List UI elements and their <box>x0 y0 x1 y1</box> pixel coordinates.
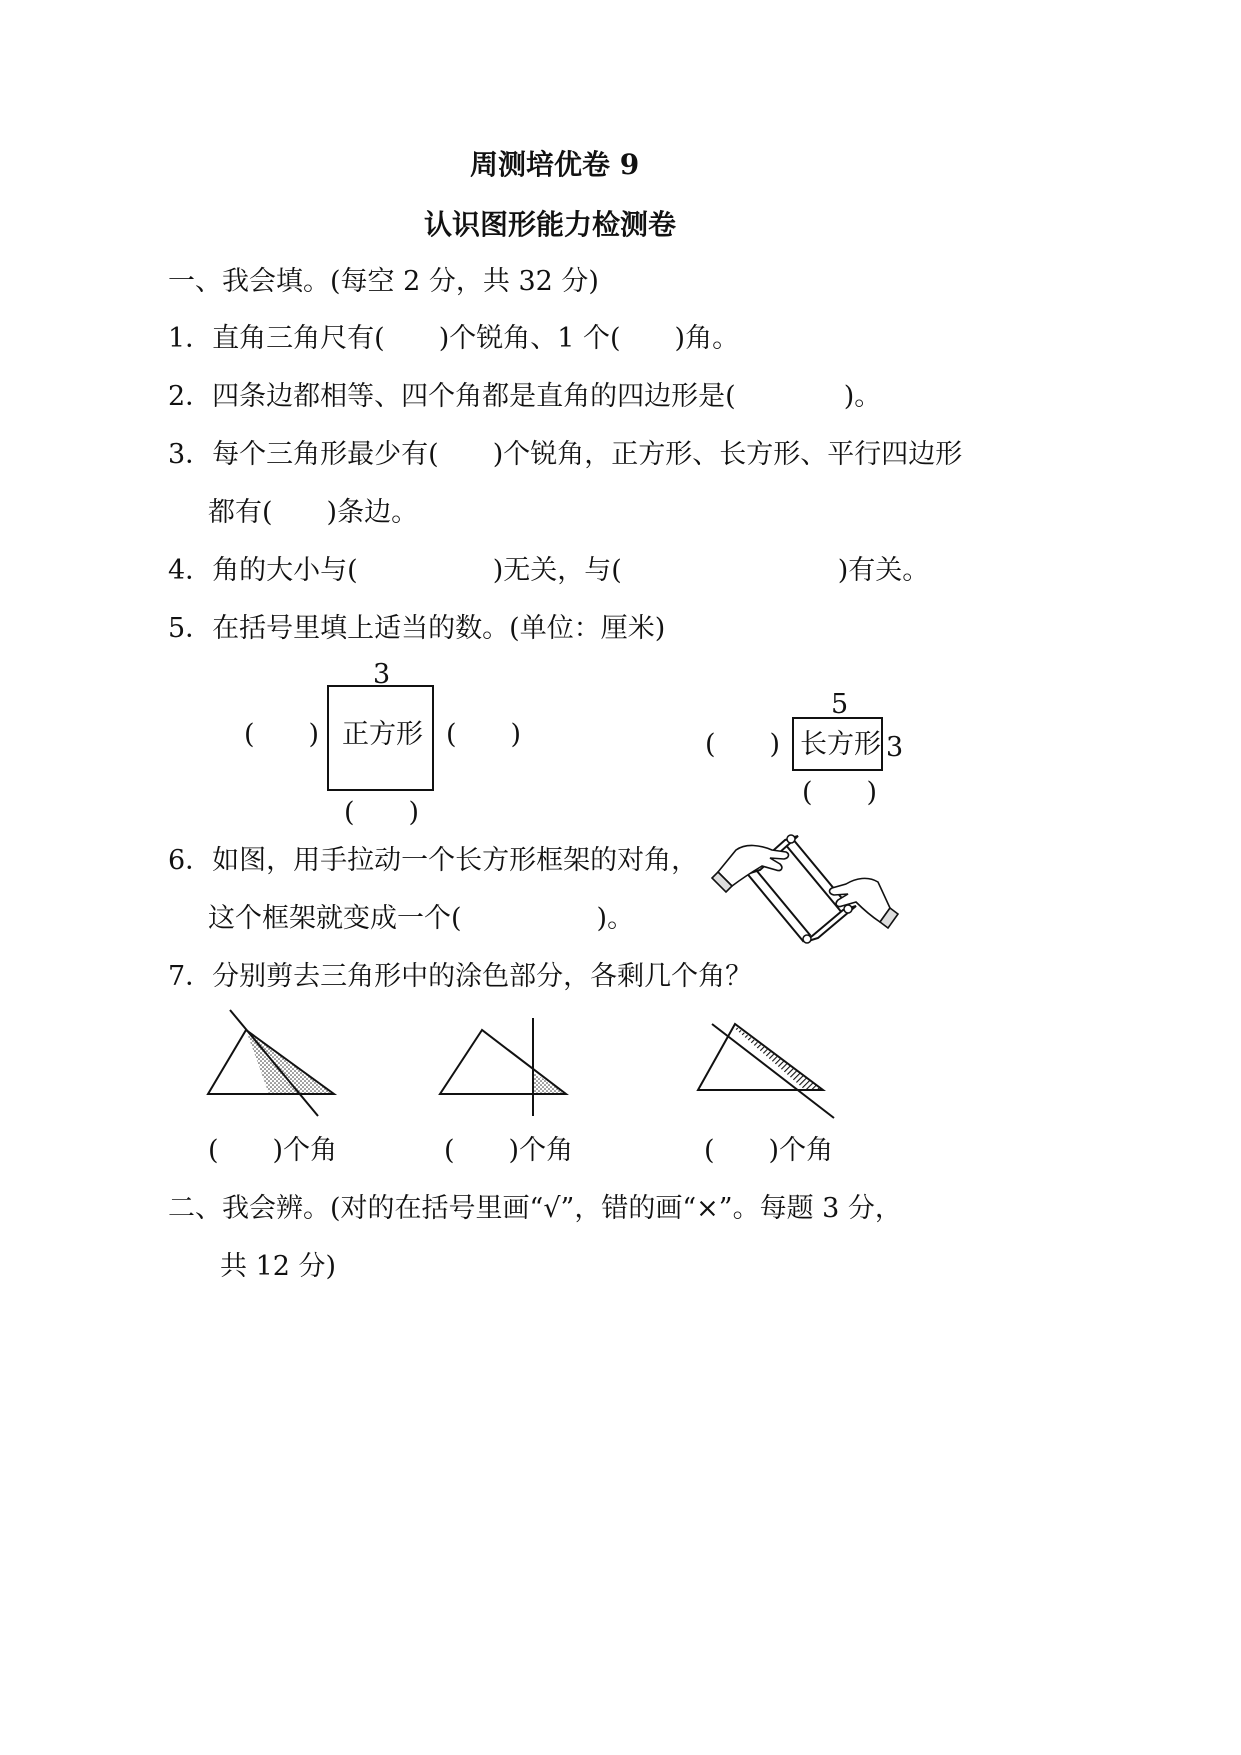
page-subtitle: 认识图形能力检测卷 <box>424 208 677 241</box>
square-bottom-blank[interactable]: ( ) <box>344 797 420 828</box>
rectangle-bottom-blank[interactable]: ( ) <box>802 777 878 808</box>
square-label: 正方形 <box>342 719 423 750</box>
question-5: 5．在括号里填上适当的数。(单位：厘米) <box>168 613 666 644</box>
rectangle-right-value: 3 <box>886 732 904 763</box>
question-1: 1．直角三角尺有( )个锐角、1 个( )角。 <box>168 323 740 354</box>
question-6-line-2: 这个框架就变成一个( )。 <box>208 903 635 934</box>
question-3-line-1: 3．每个三角形最少有( )个锐角，正方形、长方形、平行四边形 <box>168 439 963 470</box>
question-3-line-2: 都有( )条边。 <box>208 497 419 528</box>
square-left-blank[interactable]: ( ) <box>244 719 320 750</box>
section-2-heading-line-2: 共 12 分) <box>220 1251 337 1282</box>
question-4: 4．角的大小与( )无关，与( )有关。 <box>168 555 930 586</box>
section-1-heading: 一、我会填。(每空 2 分，共 32 分) <box>168 266 599 297</box>
triangle-1-answer[interactable]: ( )个角 <box>208 1135 338 1166</box>
rectangle-top-value: 5 <box>831 689 849 720</box>
square-top-value: 3 <box>373 659 391 690</box>
triangle-2-answer[interactable]: ( )个角 <box>444 1135 574 1166</box>
section-2-heading-line-1: 二、我会辨。(对的在括号里画“√”，错的画“×”。每题 3 分， <box>168 1193 902 1224</box>
triangle-3 <box>698 1024 834 1118</box>
rectangle-left-blank[interactable]: ( ) <box>705 729 781 760</box>
question-2: 2．四条边都相等、四个角都是直角的四边形是( )。 <box>168 381 882 412</box>
square-right-blank[interactable]: ( ) <box>446 719 522 750</box>
question-6-line-1: 6．如图，用手拉动一个长方形框架的对角， <box>168 845 699 876</box>
triangle-2 <box>440 1018 566 1116</box>
question-7: 7．分别剪去三角形中的涂色部分，各剩几个角？ <box>168 961 753 992</box>
triangle-3-answer[interactable]: ( )个角 <box>704 1135 834 1166</box>
triangle-1 <box>208 1010 334 1116</box>
rectangle-label: 长方形 <box>800 729 881 760</box>
page-title: 周测培优卷 9 <box>470 148 640 181</box>
